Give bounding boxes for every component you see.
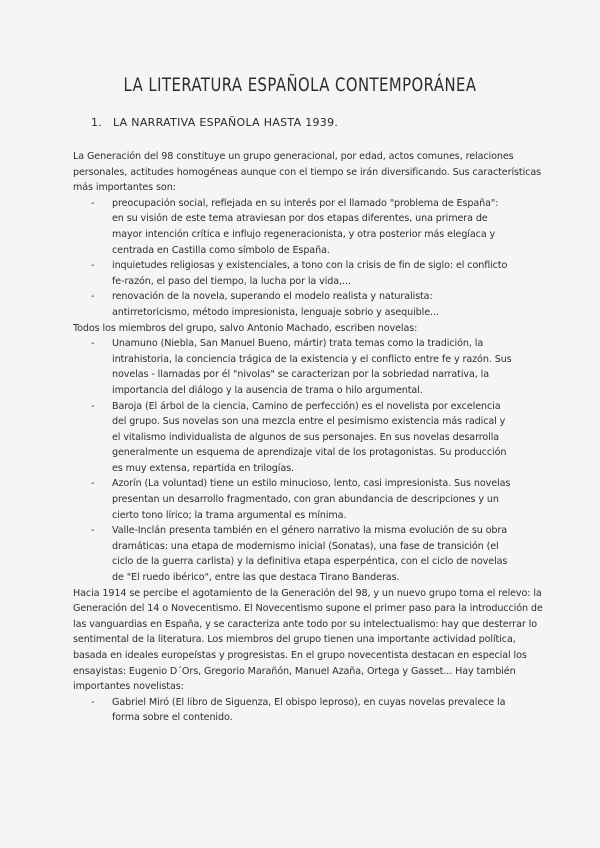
list-item [73,476,543,523]
section-heading [91,116,338,129]
paragraph-1: La Generación del 98 constituye un grupo generacional, por edad, actos comunes, relaciones personales, actitudes homogéneas aunque con el tiempo se irán diversificando. Sus características más importantes son: [73,151,541,194]
list-dash: - [91,400,95,412]
list-item [73,336,543,398]
section-number: 1. [91,116,103,129]
paragraph-3: Hacia 1914 se percibe el agotamiento de la Generación del 98, y un nuevo grupo toma el relevo: la Generación del 14 o Novecentismo. El Novecentismo supone el primer paso para la introducción de las vanguardias en España, y se caracteriza ante todo por su intelectualismo: hay que desterrar lo sentimental de la literatura. Los miembros del grupo tienen una importante actividad política, basada en ideales europeístas y progresistas. En el grupo novecentista destacan en especial los ensayistas: Eugenio D´Ors, Gregorio Marañón, Manuel Azaña, Ortega y Gasset... Hay también importantes novelistas: [73,587,543,693]
list-dash: - [91,525,95,537]
list-dash: - [91,478,95,490]
list-item-text: inquietudes religiosas y existenciales, a tono con la crisis de fin de siglo: el conflicto fe-razón, el paso del tiempo, la lucha por la vida,... [112,260,508,287]
list-item [73,695,543,726]
document-body [73,149,543,726]
section-title: LA NARRATIVA ESPAÑOLA HASTA 1939. [113,116,339,129]
list-item [73,399,543,477]
list-item-text: preocupación social, reflejada en su interés por el llamado "problema de España": en su visión de este tema atraviesan por dos etapas diferentes, una primera de mayor intención crítica e influjo regeneracionista, y otra posterior más elegíaca y centrada en Castilla como símbolo de España. [112,197,499,256]
list-item-text: renovación de la novela, superando el modelo realista y naturalista: antirretoricismo, método impresionista, lenguaje sobrio y asequible... [112,291,439,318]
list-dash: - [91,197,95,209]
list-item-text: Azorín (La voluntad) tiene un estilo minucioso, lento, casi impresionista. Sus novelas presentan un desarrollo fragmentado, con gran abundancia de descripciones y un cierto tono lírico; la trama argumental es mínima. [112,478,511,521]
list-item-text: Valle-Inclán presenta también en el género narrativo la misma evolución de su obra dramáticas: una etapa de modernismo inicial (Sonatas), una fase de transición (el ciclo de la guerra carlista) y la definitiva etapa esperpéntica, con el ciclo de novelas de "El ruedo ibérico", entre las que destaca Tirano Banderas. [112,525,508,584]
list-2 [73,336,543,586]
list-dash: - [91,260,95,272]
document-title: LA LITERATURA ESPAÑOLA CONTEMPORÁNEA [123,74,477,96]
list-1 [73,196,543,321]
list-item [73,258,543,289]
list-dash: - [91,338,95,350]
list-dash: - [91,291,95,303]
paragraph-2: Todos los miembros del grupo, salvo Antonio Machado, escriben novelas: [73,322,418,334]
list-3 [73,695,543,726]
list-item-text: Unamuno (Niebla, San Manuel Bueno, mártir) trata temas como la tradición, la intrahistoria, la conciencia trágica de la existencia y el conflicto entre fe y razón. Sus novelas - llamadas por él "nivolas" se caracterizan por la sobriedad narrativa, la importancia del diálogo y la ausencia de trama o hilo argumental. [112,338,512,396]
list-dash: - [91,696,95,708]
list-item [73,289,543,320]
list-item [73,196,543,258]
list-item-text: Gabriel Miró (El libro de Siguenza, El obispo leproso), en cuyas novelas prevalece la forma sobre el contenido. [112,696,506,724]
list-item [73,523,543,585]
list-item-text: Baroja (El árbol de la ciencia, Camino de perfección) es el novelista por excelencia del grupo. Sus novelas son una mezcla entre el pesimismo existencia más radical y el vitalismo individualista de algunos de sus personajes. En sus novelas desarrolla generalmente un esquema de aprendizaje vital de los protagonistas. Su producción es muy extensa, repartida en trilogías. [112,400,507,474]
